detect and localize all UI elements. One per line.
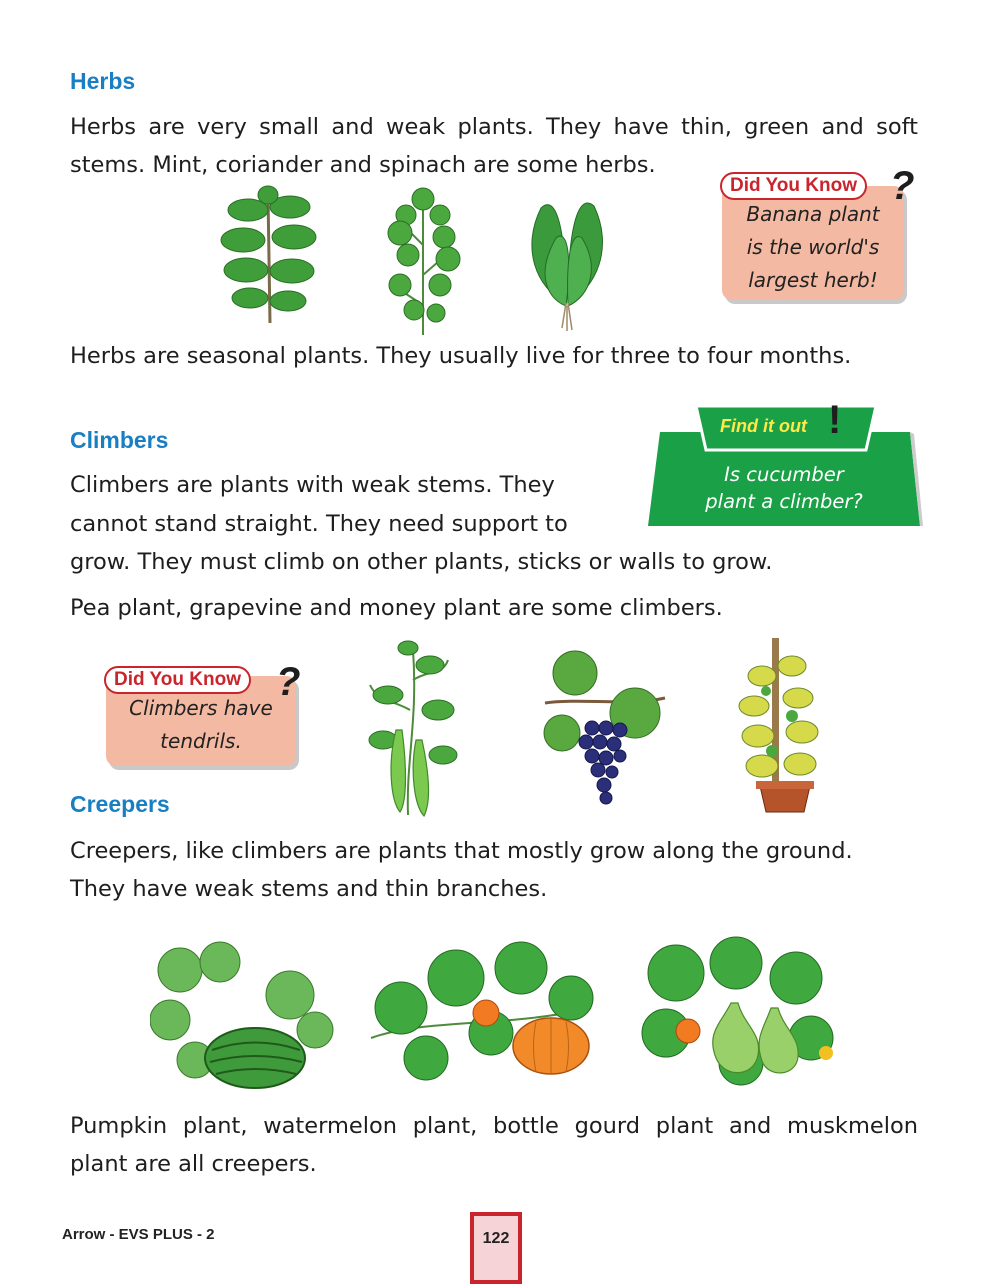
climbers-text-line2: cannot stand straight. They need support to: [70, 511, 568, 537]
page-number: 122: [470, 1212, 522, 1284]
find-it-out-text: [648, 461, 920, 515]
question-mark-icon: ?: [890, 164, 915, 208]
did-you-know-label: Did You Know: [104, 666, 251, 694]
pumpkin-plant-image: [366, 938, 596, 1088]
climbers-heading: Climbers: [70, 427, 169, 453]
creepers-closing-line2: plant are all creepers.: [70, 1151, 317, 1177]
herbs-text-line1: Herbs are very small and weak plants. They have thin, green and soft: [70, 114, 918, 140]
creepers-text-line2: They have weak stems and thin branches.: [70, 876, 548, 902]
question-mark-icon: ?: [276, 660, 301, 704]
herbs-text-line2: stems. Mint, coriander and spinach are some herbs.: [70, 152, 656, 178]
money-plant-image: [732, 636, 842, 818]
book-title: Arrow - EVS PLUS - 2: [62, 1226, 215, 1243]
did-you-know-banana: [722, 164, 915, 302]
grapevine-image: [540, 648, 670, 810]
find-it-out-label: Find it out: [720, 416, 807, 436]
did-you-know-line2: is the world's: [746, 235, 880, 259]
did-you-know-line1: Banana plant: [746, 202, 880, 226]
climbers-text-line3: grow. They must climb on other plants, sticks or walls to grow.: [70, 549, 773, 575]
exclamation-icon: !: [828, 398, 842, 442]
did-you-know-box: [722, 186, 904, 300]
climbers-text-line1: Climbers are plants with weak stems. They: [70, 472, 555, 498]
creepers-text-line1: Creepers, like climbers are plants that mostly grow along the ground.: [70, 838, 853, 864]
watermelon-plant-image: [150, 940, 335, 1090]
find-it-out-line1: Is cucumber: [724, 463, 844, 486]
did-you-know-line1: Climbers have: [129, 696, 273, 720]
mint-plant-image: [218, 185, 318, 325]
climbers-examples-text: Pea plant, grapevine and money plant are some climbers.: [70, 595, 723, 621]
coriander-plant-image: [378, 185, 468, 337]
did-you-know-line2: tendrils.: [160, 729, 242, 753]
creepers-heading: Creepers: [70, 791, 170, 817]
find-it-out-box: [648, 398, 923, 529]
bottle-gourd-plant-image: [636, 933, 841, 1093]
spinach-plant-image: [516, 188, 616, 333]
creepers-closing-line1: Pumpkin plant, watermelon plant, bottle gourd plant and muskmelon: [70, 1113, 918, 1139]
did-you-know-climbers: [106, 660, 306, 768]
find-it-out-line2: plant a climber?: [705, 490, 863, 513]
pea-plant-image: [358, 640, 463, 820]
did-you-know-label: Did You Know: [720, 172, 867, 200]
did-you-know-line3: largest herb!: [748, 268, 878, 292]
herbs-heading: Herbs: [70, 68, 136, 94]
herbs-seasonal-text: Herbs are seasonal plants. They usually live for three to four months.: [70, 343, 852, 369]
